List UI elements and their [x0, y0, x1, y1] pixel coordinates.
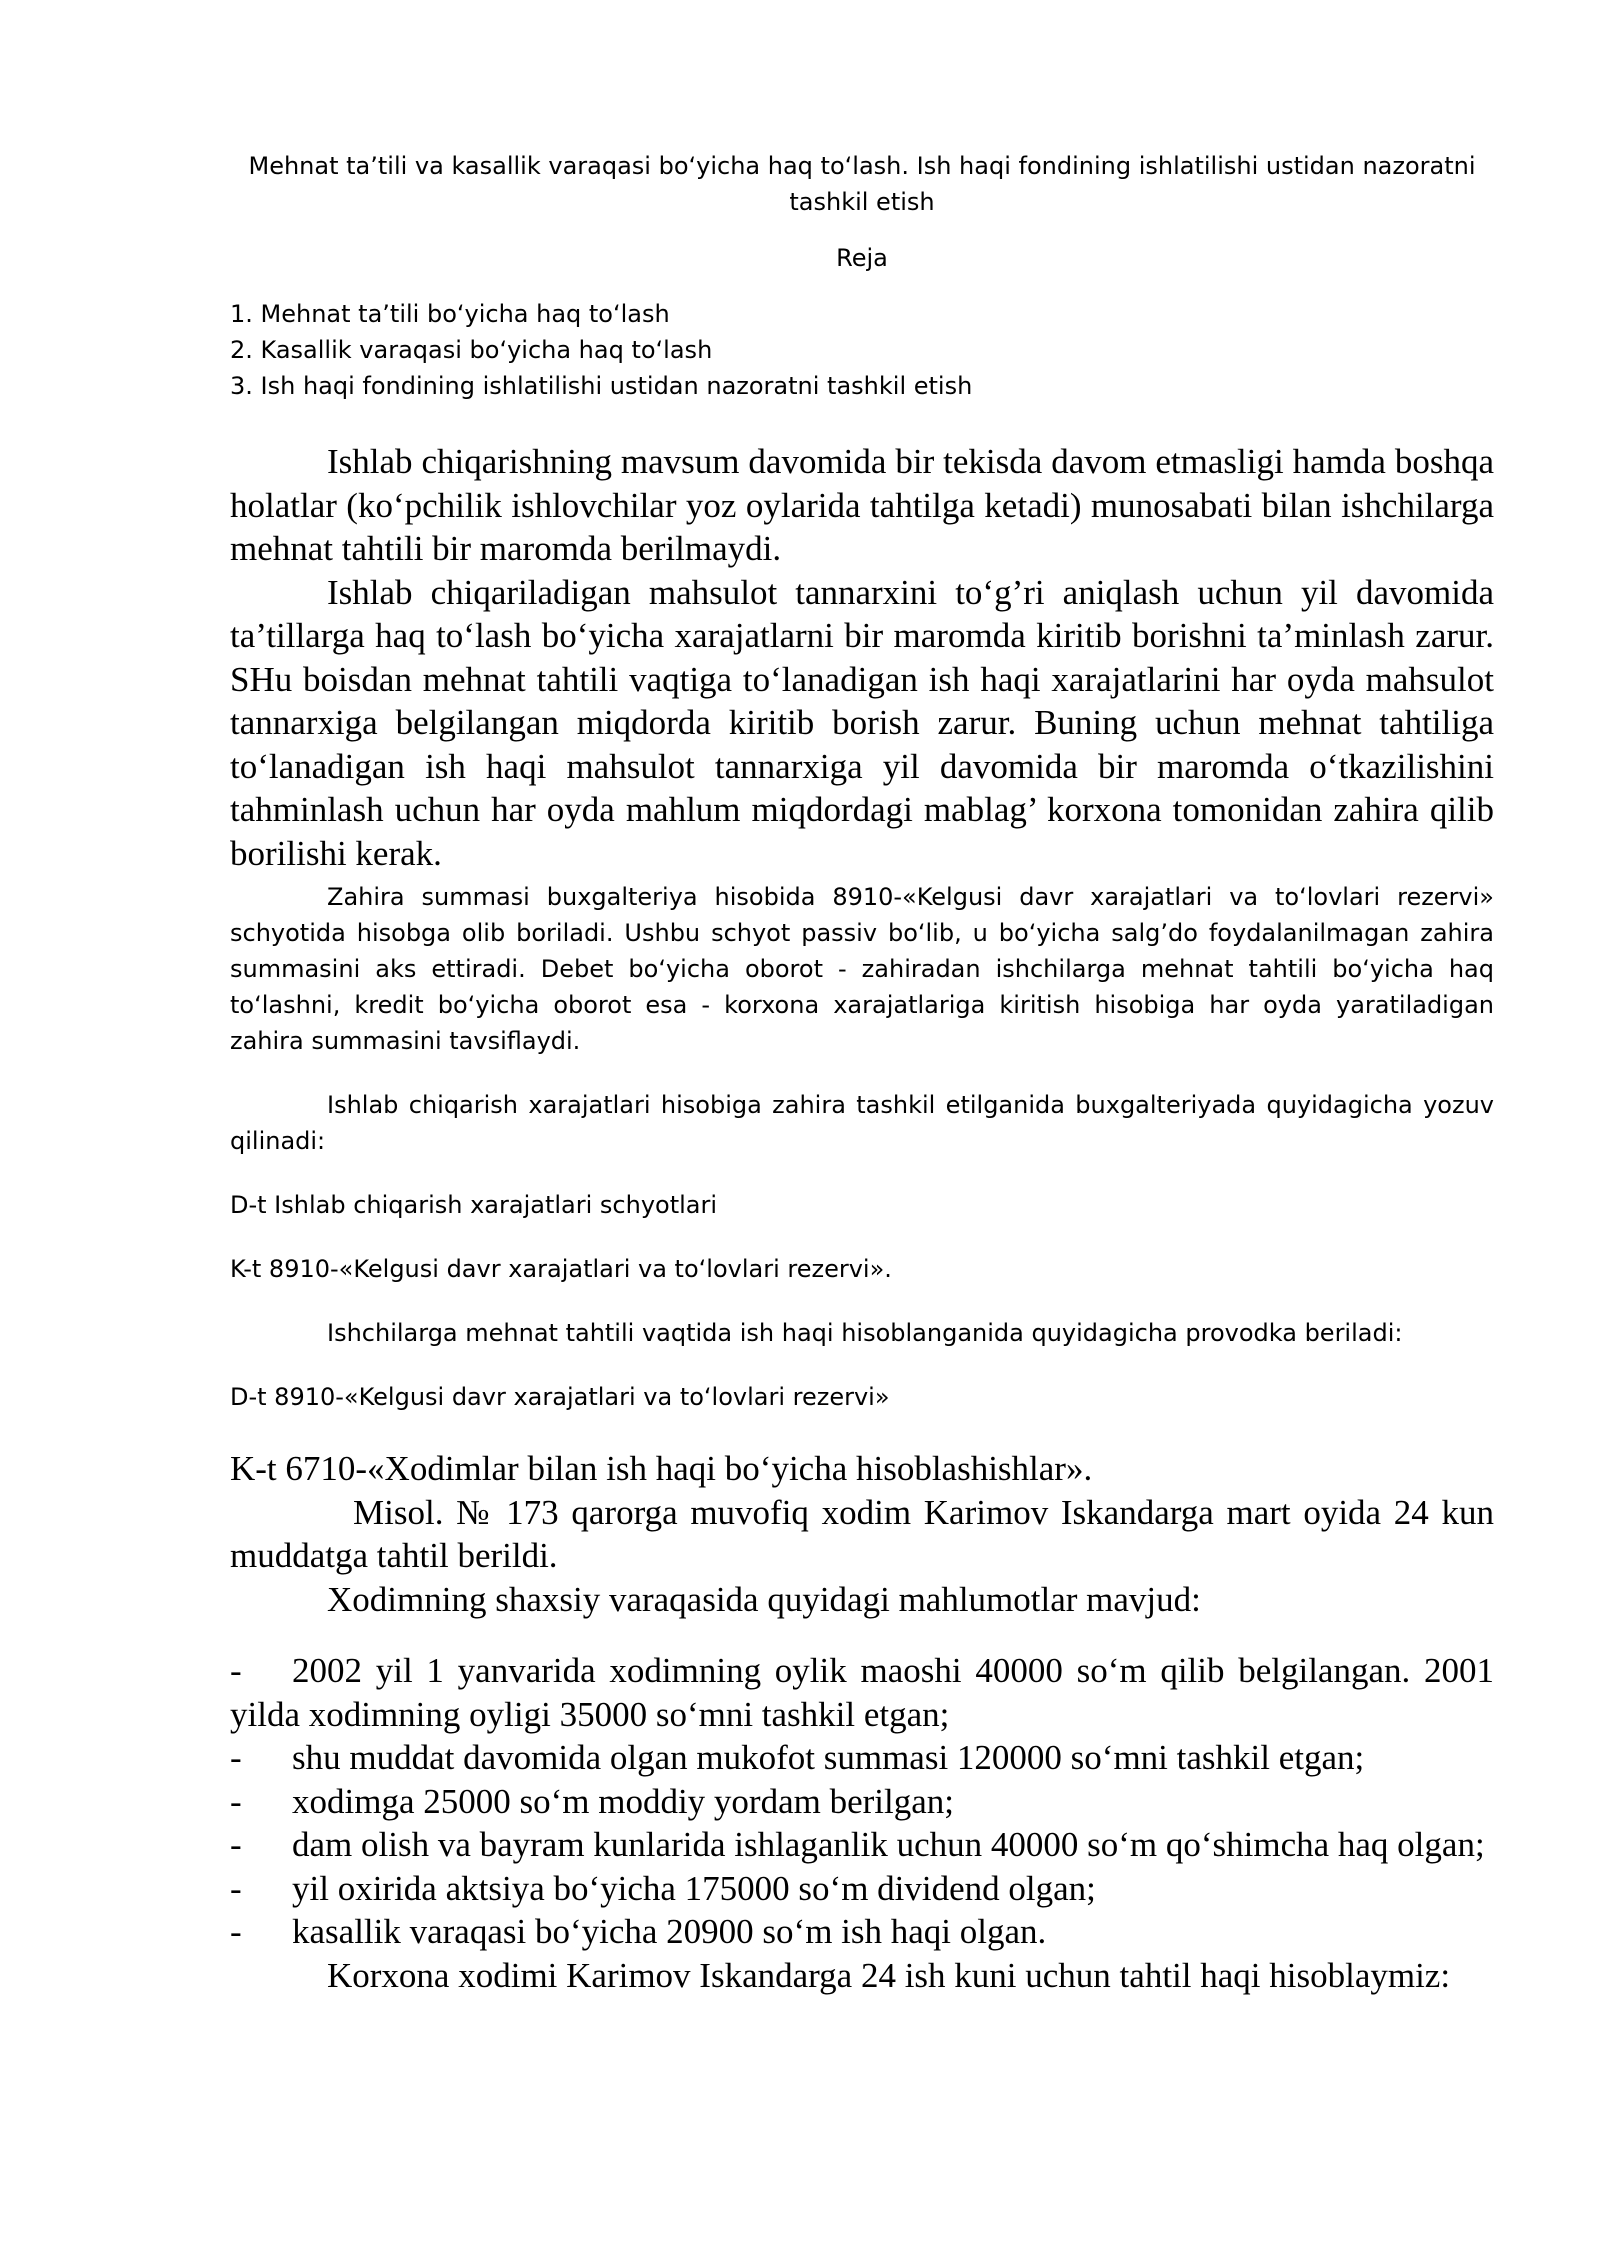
paragraph-calculation: Korxona xodimi Karimov Iskandarga 24 ish kuni uchun tahtil haqi hisoblaymiz: [327, 1955, 1451, 1995]
list-item-text: shu muddat davomida olgan mukofot summasi 120000 so‘mni tashkil etgan; [292, 1738, 1365, 1777]
paragraph-intro: Ishlab chiqarishning mavsum davomida bir tekisda davom etmasligi hamda boshqa holatlar (ko‘pchilik ishlovchilar yoz oylarida tahtilga ketadi) munosabati bilan ishchilarga mehnat tahtili bir maromda berilmaydi. [230, 442, 1494, 568]
paragraph-reserve-entry: Ishlab chiqarish xarajatlari hisobiga zahira tashkil etilganida buxgalteriyada quyidagicha yozuv qilinadi: [230, 1091, 1494, 1155]
list-item-text: 2002 yil 1 yanvarida xodimning oylik maoshi 40000 so‘m qilib belgilangan. 2001 yilda xodimning oyligi 35000 so‘mni tashkil etgan; [230, 1651, 1494, 1734]
list-dash: - [230, 1868, 242, 1908]
paragraph-cost: Ishlab chiqariladigan mahsulot tannarxini to‘g’ri aniqlash uchun yil davomida ta’tillarga haq to‘lash bo‘yicha xarajatlarni bir maromda kiritib borishni ta’minlash zarur. SHu boisdan mehnat tahtili vaqtiga to‘lanadigan ish haqi xarajatlarini har oyda mahsulot tannarxiga belgilangan miqdorda kiritib borish zarur. Buning uchun mehnat tahtiliga to‘lanadigan ish haqi mahsulot tannarxiga yil davomida bir maromda o‘tkazilishini tahminlash uchun har oyda mahlum miqdordagi mablag’ korxona tomonidan zahira qilib borilishi kerak. [230, 572, 1494, 873]
list-item-text: xodimga 25000 so‘m moddiy yordam berilgan; [292, 1781, 954, 1821]
entry-2-debit: D-t 8910-«Kelgusi davr xarajatlari va to‘lovlari rezervi» [230, 1383, 890, 1411]
example-paragraph: Misol. № 173 qarorga muvofiq xodim Karimov Iskandarga mart oyida 24 kun muddatga tahtil berildi. [230, 1492, 1494, 1575]
plan-item: 2. Kasallik varaqasi bo‘yicha haq to‘lash [230, 336, 713, 364]
list-dash: - [230, 1912, 242, 1951]
document-body [230, 440, 1494, 1997]
paragraph-reserve: Zahira summasi buxgalteriya hisobida 8910-«Kelgusi davr xarajatlari va to‘lovlari rezervi» schyotida hisobga olib boriladi. Ushbu schyot passiv bo‘lib, u bo‘yicha salg’do foydalanilmagan zahira summasini aks ettiradi. Debet bo‘yicha oborot - zahiradan ishchilarga mehnat tahtili bo‘yicha haq to‘lashni, kredit bo‘yicha oborot esa - korxona xarajatlariga kiritish hisobiga har oyda yaratiladigan zahira summasini tavsiflaydi. [230, 883, 1494, 1055]
plan-item: 3. Ish haqi fondining ishlatilishi ustidan nazoratni tashkil etish [230, 372, 973, 400]
document-title: Mehnat ta’tili va kasallik varaqasi bo‘yicha haq to‘lash. Ish haqi fondining ishlatilishi ustidan nazoratni tashkil etish [248, 152, 1476, 216]
paragraph-vacation-entry: Ishchilarga mehnat tahtili vaqtida ish haqi hisoblanganida quyidagicha provodka beriladi: [327, 1319, 1403, 1347]
entry-2-credit: K-t 6710-«Xodimlar bilan ish haqi bo‘yicha hisoblashishlar». [230, 1449, 1093, 1488]
paragraph-personal-card: Xodimning shaxsiy varaqasida quyidagi mahlumotlar mavjud: [327, 1579, 1201, 1619]
list-item [230, 1649, 1494, 1736]
entry-1-credit: K-t 8910-«Kelgusi davr xarajatlari va to‘lovlari rezervi». [230, 1255, 892, 1283]
list-item [230, 1736, 1494, 1780]
list-item-text: yil oxirida aktsiya bo‘yicha 175000 so‘m dividend olgan; [292, 1868, 1096, 1908]
list-item [230, 1867, 1494, 1911]
plan-item: 1. Mehnat ta’tili bo‘yicha haq to‘lash [230, 300, 670, 328]
list-item-text: kasallik varaqasi bo‘yicha 20900 so‘m ish haqi olgan. [292, 1912, 1047, 1951]
list-dash: - [230, 1825, 242, 1864]
document-page [230, 148, 1494, 1997]
data-list [230, 1649, 1494, 1954]
list-dash: - [230, 1781, 242, 1821]
list-dash: - [230, 1738, 242, 1777]
list-item [230, 1910, 1494, 1954]
list-item [230, 1780, 1494, 1824]
plan-heading: Reja [836, 244, 888, 272]
list-item-text: dam olish va bayram kunlarida ishlaganlik uchun 40000 so‘m qo‘shimcha haq olgan; [292, 1825, 1485, 1864]
entry-1-debit: D-t Ishlab chiqarish xarajatlari schyotlari [230, 1191, 718, 1219]
plan-list [230, 296, 1494, 404]
list-item [230, 1823, 1494, 1867]
list-dash: - [230, 1651, 242, 1690]
